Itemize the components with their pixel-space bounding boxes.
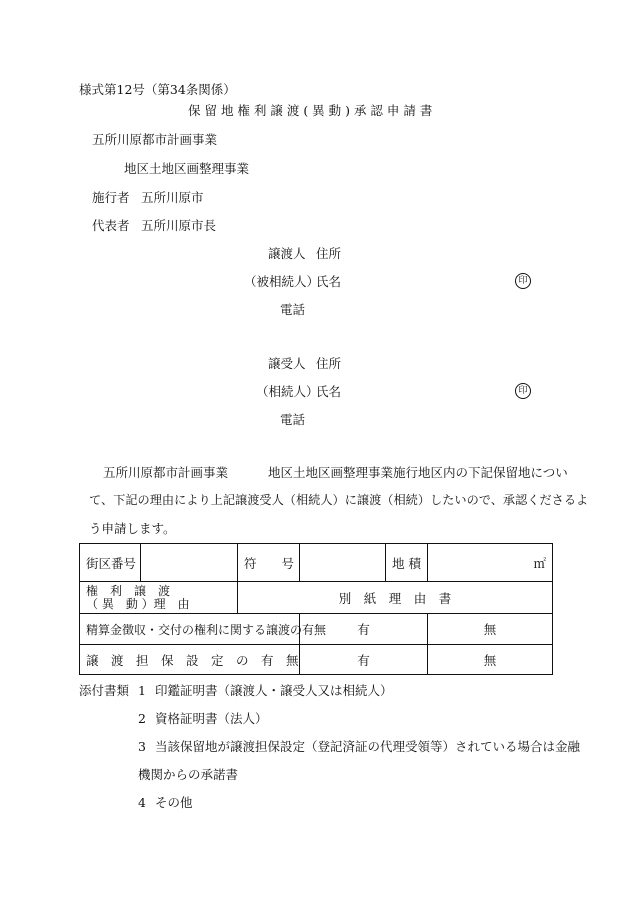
security-yes-option[interactable]: 有 — [300, 645, 428, 675]
security-interest-label: 譲 渡 担 保 設 定 の 有 無 — [80, 645, 300, 675]
reason-label — [80, 582, 238, 614]
body-line1-text: 地区土地区画整理事業施行地区内の下記保留地につい — [268, 465, 568, 480]
attachment-num-2: 2 — [138, 711, 146, 726]
table-row — [80, 614, 553, 645]
transferor-role: 譲渡人 — [268, 246, 306, 261]
block-number-label: 街区番号 — [80, 544, 141, 582]
attachment-text-1: 印鑑証明書（譲渡人・譲受人又は相続人） — [155, 683, 393, 698]
attachment-text-4: その他 — [155, 795, 193, 810]
settlement-yes-option[interactable]: 有 — [300, 614, 428, 645]
transferor-sub-role: （被相続人） — [244, 274, 320, 289]
project-subname: 地区土地区画整理事業 — [124, 161, 250, 176]
transferor-name-label: 氏名 — [316, 274, 342, 289]
attachments-label: 添付書類 — [79, 683, 130, 698]
reason-value: 別 紙 理 由 書 — [238, 582, 553, 614]
area-unit[interactable]: ㎡ — [428, 544, 553, 582]
body-line1-project: 五所川原都市計画事業 — [103, 465, 229, 480]
transferor-address-label: 住所 — [316, 246, 342, 261]
transferee-phone-label: 電話 — [280, 412, 306, 427]
reason-label-line2: （ 異 動 ）理 由 — [86, 596, 190, 611]
lot-number-label: 符 号 — [238, 544, 300, 582]
settlement-no-option[interactable]: 無 — [428, 614, 553, 645]
transferee-sub-role: （相続人） — [256, 384, 319, 399]
representative-value: 五所川原市長 — [141, 218, 217, 233]
transferee-address-label: 住所 — [316, 356, 342, 371]
body-line2: て、下記の理由により上記譲渡受人（相続人）に譲渡（相続）したいので、承認くださるよ — [89, 493, 589, 507]
body-line3: う申請します。 — [89, 521, 176, 536]
executor-label: 施行者 — [92, 190, 130, 205]
form-title: 保 留 地 権 利 譲 渡 ( 異 動 ) 承 認 申 請 書 — [188, 103, 433, 118]
table-row — [80, 544, 553, 582]
attachment-text-3: 当該保留地が譲渡担保設定（登記済証の代理受領等）されている場合は金融 — [155, 739, 581, 754]
security-no-option[interactable]: 無 — [428, 645, 553, 675]
representative-label: 代表者 — [92, 218, 130, 233]
form-number: 様式第12号（第34条関係） — [79, 82, 236, 97]
lot-number-value[interactable] — [300, 544, 386, 582]
attachment-num-3: 3 — [138, 739, 146, 754]
application-table — [79, 543, 553, 675]
project-name: 五所川原都市計画事業 — [92, 132, 218, 147]
table-row — [80, 645, 553, 675]
reason-label-line1: 権 利 譲 渡 — [86, 583, 171, 598]
table-row — [80, 582, 553, 614]
transferor-seal-icon: 印 — [515, 273, 531, 289]
executor-value: 五所川原市 — [141, 190, 204, 205]
area-label: 地 積 — [386, 544, 428, 582]
transferee-role: 譲受人 — [268, 356, 306, 371]
attachment-num-4: 4 — [138, 795, 146, 810]
attachment-text-3-cont: 機関からの承諾書 — [138, 767, 239, 782]
transferee-name-label: 氏名 — [316, 384, 342, 399]
attachment-num-1: 1 — [138, 683, 146, 698]
transferor-phone-label: 電話 — [280, 302, 306, 317]
attachment-text-2: 資格証明書（法人） — [155, 711, 268, 726]
settlement-transfer-label: 精算金徴収・交付の権利に関する譲渡の有無 — [80, 614, 300, 645]
transferee-seal-icon: 印 — [515, 383, 531, 399]
block-number-value[interactable] — [141, 544, 238, 582]
